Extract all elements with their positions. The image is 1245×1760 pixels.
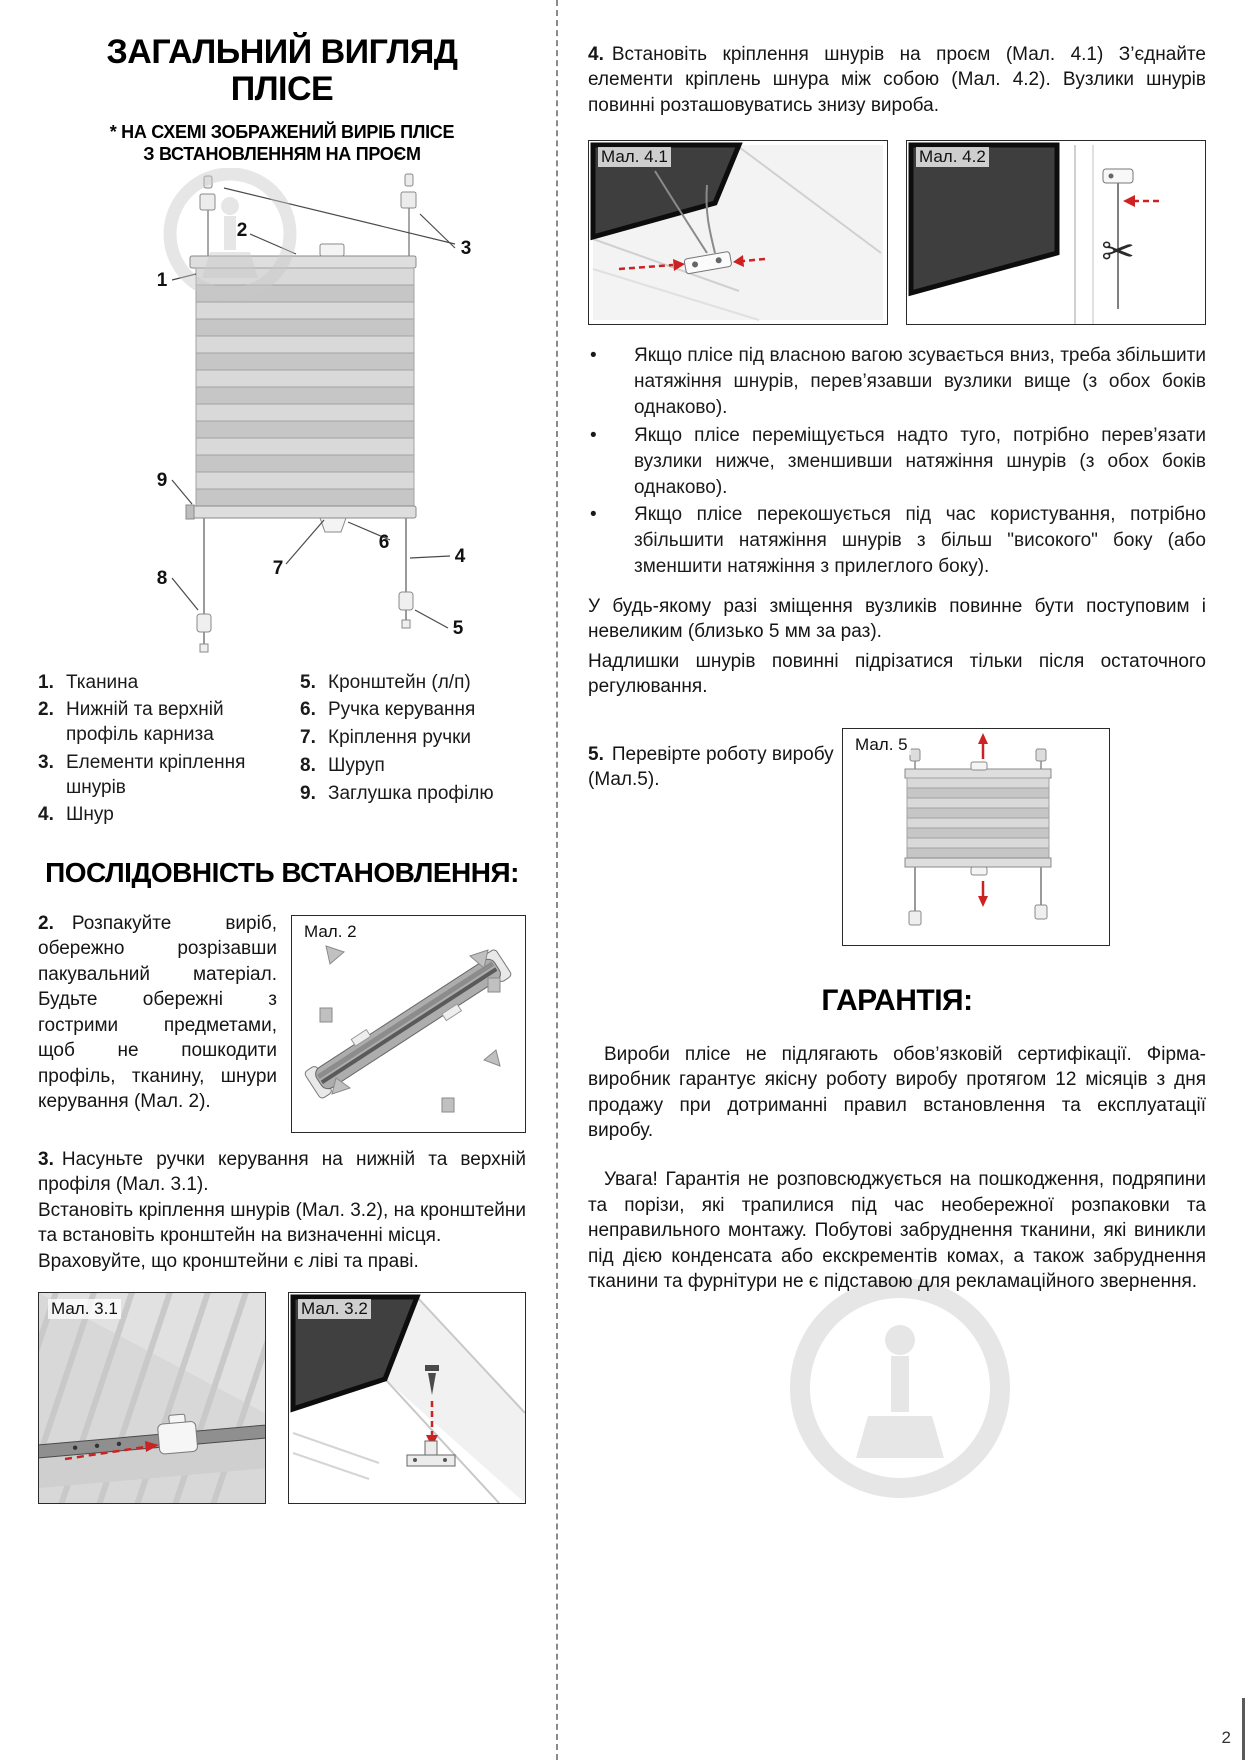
step-3-paragraph-3: [38, 1249, 526, 1274]
legend-item: [300, 782, 526, 807]
part-number-7: 7: [272, 557, 284, 579]
figure-label: Мал. 3.1: [48, 1299, 121, 1319]
step-4-block: [588, 42, 1206, 118]
bracket-icon: [407, 1441, 455, 1466]
part-number-4: 4: [454, 545, 466, 567]
step-5-number: 5.: [588, 743, 604, 765]
step-4-text: Встановіть кріплення шнурів на проєм (Мал. 4.1) З’єднайте елементи кріплень шнура між собою (Мал. 4.2). Вузлики шнурів повинні розташовуватись знизу вироба.: [588, 44, 1206, 116]
legend-text: Тканина: [66, 671, 139, 693]
bullet-icon: •: [590, 345, 597, 367]
bullet-icon: •: [590, 504, 597, 526]
cord-trim-drawing: [907, 141, 1205, 324]
handle-on-profile-drawing: [39, 1293, 265, 1503]
legend-number: 9.: [300, 782, 316, 804]
bullet-text: Якщо плісе перекошується під час користування, потрібно збільшити натяжіння шнурів з більш "високого" боку (або зменшити натяжіння з прилеглого боку).: [634, 504, 1206, 577]
parts-legend: [38, 671, 526, 831]
legend-text: Ручка керування: [328, 699, 476, 721]
legend-item: [300, 726, 526, 751]
part-number-5: 5: [452, 617, 464, 639]
part-number-9: 9: [156, 469, 168, 491]
figure-mal-4-2: [906, 140, 1206, 325]
step-4-number: 4.: [588, 44, 604, 65]
page-number: 2: [1221, 1728, 1231, 1747]
legend-number: 3.: [38, 751, 54, 773]
figure-mal-2: [291, 915, 526, 1133]
step-3-line2: Встановіть кріплення шнурів (Мал. 3.2), на кронштейни та встановіть кронштейн на визначенні місця.: [38, 1199, 526, 1247]
legend-text: Кронштейн (л/п): [328, 671, 471, 693]
step-3-line3: Враховуйте, що кронштейни є ліві та праві.: [38, 1250, 419, 1272]
legend-text: Нижній та верхній профіль карниза: [66, 699, 224, 746]
legend-item: [300, 698, 526, 723]
legend-column-2: [300, 671, 526, 831]
figure-label: Мал. 3.2: [298, 1299, 371, 1319]
step-3-line1: Насуньте ручки керування на нижній та верхній профіля (Мал. 3.1).: [38, 1148, 526, 1196]
step-3-paragraph-2: [38, 1198, 526, 1249]
bracket-screw-drawing: [289, 1293, 525, 1503]
bullet-text: Якщо плісе під власною вагою зсувається вниз, треба збільшити натяжіння шнурів, перев’язавши вузлики вище (з обох боків однаково).: [634, 345, 1206, 419]
part-number-3: 3: [460, 237, 472, 259]
figure-label: Мал. 5: [852, 735, 911, 755]
legend-item: [38, 803, 300, 828]
bottom-profile: [190, 506, 416, 518]
legend-number: 1.: [38, 671, 54, 693]
part-number-6: 6: [378, 531, 390, 553]
part-number-2: 2: [236, 219, 248, 241]
figures-row-step-4: [588, 140, 1206, 325]
figure-mal-4-1: [588, 140, 888, 325]
step-2-text: Розпакуйте виріб, обережно розрізавши пакувальний матеріал. Будьте обережні з гострими предметами, щоб не пошкодити профіль, тканину, шнури керування (Мал. 2).: [38, 912, 277, 1113]
watermark-logo-icon: [170, 174, 290, 294]
legend-number: 7.: [300, 727, 316, 749]
figure-mal-3-1: [38, 1292, 266, 1504]
warranty-paragraph-2: Увага! Гарантія не розповсюджується на пошкодження, подряпини та порізи, які трапилися під час необережної розпаковки та неправильного монтажу. Побутові забруднення тканини, які виникли під дією конденсата або екскрементів комах, а також забруднення тканини та фурнітури не є підставою для рекламаційного звернення.: [588, 1169, 1206, 1293]
step-2-block: [38, 911, 526, 1133]
note-2: Надлишки шнурів повинні підрізатися тільки після остаточного регулювання.: [588, 650, 1206, 698]
section-title-warranty: ГАРАНТІЯ:: [821, 983, 973, 1017]
note-1: У будь-якому разі зміщення вузликів повинне бути поступовим і невеликим (близько 5 мм за раз).: [588, 595, 1206, 643]
subtitle-line2: З ВСТАНОВЛЕННЯМ НА ПРОЄМ: [143, 144, 421, 165]
list-item: [588, 343, 1206, 420]
legend-number: 5.: [300, 671, 316, 693]
subtitle-line1: * НА СХЕМІ ЗОБРАЖЕНИЙ ВИРІБ ПЛІСЕ: [109, 121, 455, 142]
legend-column-1: [38, 671, 300, 831]
legend-item: [300, 671, 526, 696]
step-3-block: [38, 1147, 526, 1274]
legend-text: Елементи кріплення шнурів: [66, 751, 246, 798]
cord-tension-clips: [197, 592, 413, 652]
legend-number: 8.: [300, 754, 316, 776]
figure-label: Мал. 4.2: [916, 147, 989, 167]
step-3-paragraph-1: [38, 1147, 526, 1198]
step-5-block: [588, 728, 1206, 946]
step-2-number: 2.: [38, 912, 54, 934]
legend-number: 2.: [38, 699, 54, 721]
profile-end-cap: [186, 505, 194, 519]
figure-mal-3-2: [288, 1292, 526, 1504]
right-column: [588, 0, 1206, 1295]
left-column: [38, 0, 526, 1504]
pleated-fabric: [196, 268, 414, 506]
figures-row-step-3: [38, 1292, 526, 1504]
watermark-logo-icon: [770, 1258, 1030, 1518]
list-item: [588, 502, 1206, 579]
step-5-text: Перевірте роботу виробу (Мал.5).: [588, 743, 834, 791]
bullet-text: Якщо плісе переміщується надто туго, потрібно перев’язати вузлики нижче, зменшивши натяжіння шнурів (з обох боків однаково).: [634, 424, 1206, 498]
scissors-icon: ✂: [1101, 230, 1135, 275]
adjustment-notes-list: [588, 343, 1206, 579]
figure-mal-5: [842, 728, 1110, 946]
notes-block: [588, 594, 1206, 700]
cords: [204, 518, 406, 644]
bullet-icon: •: [590, 424, 597, 446]
blind-overview-diagram: [38, 168, 528, 663]
page-title-line1: ЗАГАЛЬНИЙ ВИГЛЯД: [106, 33, 458, 71]
part-number-8: 8: [156, 567, 168, 589]
step-4-paragraph: [588, 42, 1206, 118]
step-3-number: 3.: [38, 1148, 54, 1170]
page-subtitle: [38, 121, 526, 166]
legend-item: [300, 754, 526, 779]
list-item: [588, 423, 1206, 500]
figure-label: Мал. 4.1: [598, 147, 671, 167]
legend-text: Шуруп: [328, 754, 385, 776]
connect-arrow: [1123, 195, 1159, 207]
column-divider: [556, 0, 558, 1760]
figure-label: Мал. 2: [301, 922, 360, 942]
cord-fastener-icon: [1103, 169, 1133, 183]
legend-item: [38, 671, 300, 696]
page-title: [38, 34, 526, 109]
operation-check-drawing: [843, 729, 1109, 945]
page-title-line2: ПЛІСЕ: [230, 70, 334, 109]
top-handle: [320, 244, 344, 256]
legend-number: 4.: [38, 804, 54, 826]
part-number-1: 1: [156, 269, 168, 291]
legend-text: Кріплення ручки: [328, 727, 472, 749]
cord-fastener-on-frame-drawing: [589, 141, 887, 324]
legend-item: [38, 698, 300, 747]
warranty-paragraph-1: Вироби плісе не підлягають обов’язковій сертифікації. Фірма-виробник гарантує якісну роботу виробу протягом 12 місяців з дня продажу при дотриманні правил встановлення та експлуатації виробу.: [588, 1043, 1206, 1141]
step-5-paragraph: [588, 742, 834, 793]
legend-number: 6.: [300, 699, 316, 721]
packed-blind-drawing: [292, 916, 525, 1132]
legend-item: [38, 751, 300, 800]
legend-text: Заглушка профілю: [328, 782, 494, 804]
legend-text: Шнур: [66, 804, 114, 826]
section-title-installation: ПОСЛІДОВНІСТЬ ВСТАНОВЛЕННЯ:: [45, 856, 519, 888]
